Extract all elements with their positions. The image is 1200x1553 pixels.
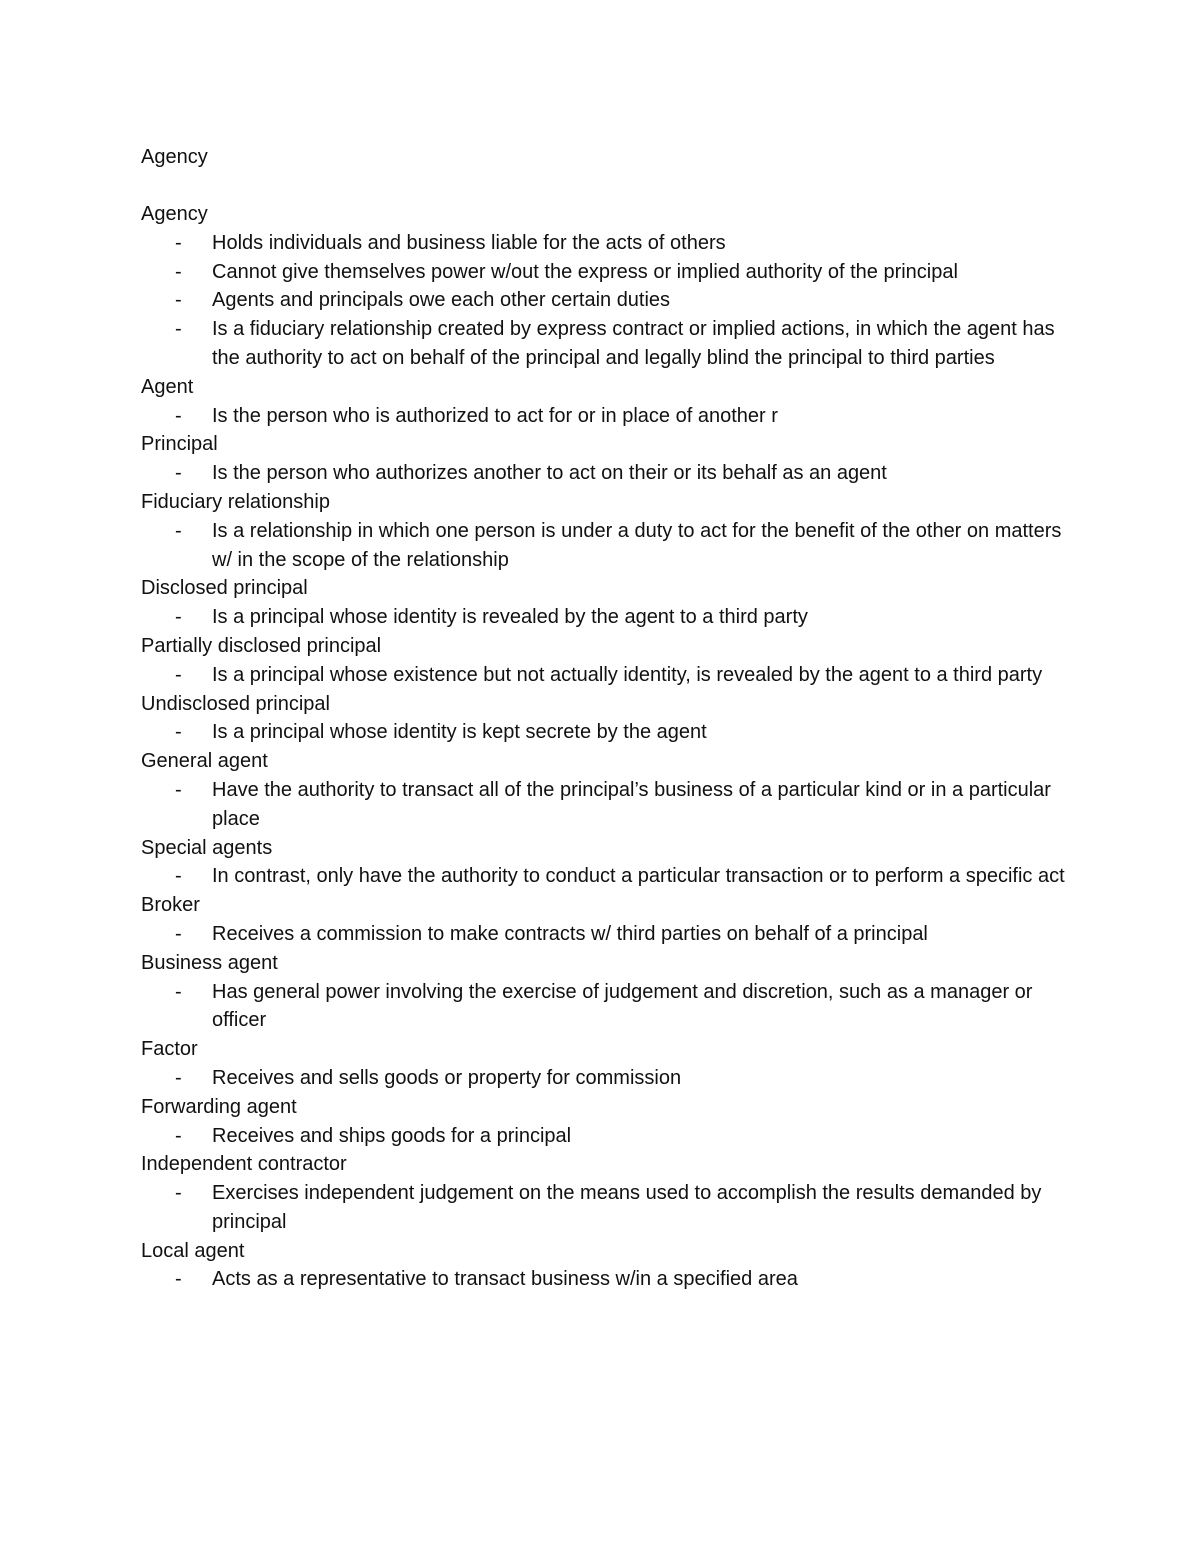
definition-text: Is a principal whose identity is revealed by the agent to a third party xyxy=(212,606,808,629)
definition-section xyxy=(141,632,1076,690)
definition-list xyxy=(141,459,1076,488)
definition-item xyxy=(141,1064,1076,1093)
definition-text: Is the person who is authorized to act for or in place of another r xyxy=(212,404,778,427)
term-heading: Partially disclosed principal xyxy=(141,634,382,657)
definition-text: Exercises independent judgement on the means used to accomplish the results demanded by principal xyxy=(212,1182,1042,1233)
definition-list xyxy=(141,229,1076,373)
definition-item xyxy=(141,661,1076,690)
document-title: Agency xyxy=(141,146,208,168)
term-heading: Factor xyxy=(141,1038,198,1061)
definition-section xyxy=(141,834,1076,892)
definition-section xyxy=(141,1093,1076,1151)
definition-item xyxy=(141,776,1076,834)
definition-list xyxy=(141,1265,1076,1294)
definition-text: Have the authority to transact all of the principal’s business of a particular kind or in a particular place xyxy=(212,778,1051,830)
definition-section xyxy=(141,949,1076,1035)
definition-list xyxy=(141,1064,1076,1093)
definition-section xyxy=(141,488,1076,574)
definition-section xyxy=(141,200,1076,373)
dash-bullet-marker: - xyxy=(175,778,182,801)
definition-text: Holds individuals and business liable for the acts of others xyxy=(212,231,726,254)
definition-text: Has general power involving the exercise of judgement and discretion, such as a manager or officer xyxy=(212,980,1033,1032)
definition-list xyxy=(141,776,1076,834)
term-heading: Independent contractor xyxy=(141,1153,347,1176)
definition-list xyxy=(141,603,1076,632)
dash-bullet-marker: - xyxy=(175,462,182,485)
definition-section xyxy=(141,690,1076,748)
dash-bullet-marker: - xyxy=(175,318,182,341)
dash-bullet-marker: - xyxy=(175,606,182,629)
document-body xyxy=(141,200,1076,1294)
definition-list xyxy=(141,920,1076,949)
term-heading: Special agents xyxy=(141,836,273,859)
dash-bullet-marker: - xyxy=(175,663,182,686)
dash-bullet-marker: - xyxy=(175,260,182,283)
definition-text: Agents and principals owe each other certain duties xyxy=(212,289,671,312)
definition-section xyxy=(141,373,1076,431)
definition-item xyxy=(141,978,1076,1036)
definition-section xyxy=(141,891,1076,949)
definition-item xyxy=(141,920,1076,949)
definition-section xyxy=(141,747,1076,833)
dash-bullet-marker: - xyxy=(175,1182,182,1205)
definition-section xyxy=(141,574,1076,632)
term-heading: Business agent xyxy=(141,951,278,974)
term-heading: Principal xyxy=(141,433,218,456)
definition-text: Acts as a representative to transact business w/in a specified area xyxy=(212,1268,798,1291)
term-heading: Fiduciary relationship xyxy=(141,490,330,513)
definition-list xyxy=(141,402,1076,431)
dash-bullet-marker: - xyxy=(175,922,182,945)
definition-item xyxy=(141,862,1076,891)
definition-text: Is a principal whose identity is kept secrete by the agent xyxy=(212,721,707,744)
definition-item xyxy=(141,258,1076,287)
definition-item xyxy=(141,517,1076,575)
definition-item xyxy=(141,315,1076,373)
definition-item xyxy=(141,459,1076,488)
term-heading: Local agent xyxy=(141,1239,245,1262)
dash-bullet-marker: - xyxy=(175,721,182,744)
term-heading: Agency xyxy=(141,203,208,225)
definition-text: Receives and ships goods for a principal xyxy=(212,1124,572,1147)
dash-bullet-marker: - xyxy=(175,519,182,542)
definition-list xyxy=(141,661,1076,690)
definition-text: Is a relationship in which one person is under a duty to act for the benefit of the other on matters w/ in the scope of the relationship xyxy=(212,519,1062,571)
definition-text: Receives a commission to make contracts w/ third parties on behalf of a principal xyxy=(212,922,928,945)
definition-list xyxy=(141,1122,1076,1151)
definition-section xyxy=(141,1035,1076,1093)
definition-item xyxy=(141,402,1076,431)
definition-item xyxy=(141,603,1076,632)
definition-list xyxy=(141,718,1076,747)
dash-bullet-marker: - xyxy=(175,980,182,1003)
dash-bullet-marker: - xyxy=(175,1066,182,1089)
definition-text: In contrast, only have the authority to conduct a particular transaction or to perform a specific act xyxy=(212,865,1065,888)
term-heading: Broker xyxy=(141,894,200,917)
definition-list xyxy=(141,517,1076,575)
definition-section xyxy=(141,1150,1076,1236)
term-heading: General agent xyxy=(141,750,268,773)
definition-item xyxy=(141,1265,1076,1294)
term-heading: Forwarding agent xyxy=(141,1095,297,1118)
dash-bullet-marker: - xyxy=(175,404,182,427)
definition-item xyxy=(141,229,1076,258)
dash-bullet-marker: - xyxy=(175,231,182,254)
definition-item xyxy=(141,1179,1076,1237)
definition-text: Is a principal whose existence but not actually identity, is revealed by the agent to a third party xyxy=(212,663,1043,686)
term-heading: Agent xyxy=(141,375,194,398)
definition-text: Receives and sells goods or property for commission xyxy=(212,1066,682,1089)
definition-item xyxy=(141,1122,1076,1151)
dash-bullet-marker: - xyxy=(175,289,182,312)
definition-list xyxy=(141,1179,1076,1237)
definition-section xyxy=(141,1237,1076,1295)
definition-item xyxy=(141,718,1076,747)
definition-text: Is a fiduciary relationship created by express contract or implied actions, in which the agent has the authority to act on behalf of the principal and legally blind the principal to third parties xyxy=(212,318,1055,369)
dash-bullet-marker: - xyxy=(175,1268,182,1291)
term-heading: Disclosed principal xyxy=(141,577,308,600)
definition-text: Is the person who authorizes another to act on their or its behalf as an agent xyxy=(212,462,887,485)
definition-list xyxy=(141,862,1076,891)
definition-text: Cannot give themselves power w/out the express or implied authority of the principal xyxy=(212,260,958,283)
term-heading: Undisclosed principal xyxy=(141,692,330,715)
dash-bullet-marker: - xyxy=(175,1124,182,1147)
dash-bullet-marker: - xyxy=(175,865,182,888)
definition-section xyxy=(141,430,1076,488)
definition-list xyxy=(141,978,1076,1036)
definition-item xyxy=(141,286,1076,315)
